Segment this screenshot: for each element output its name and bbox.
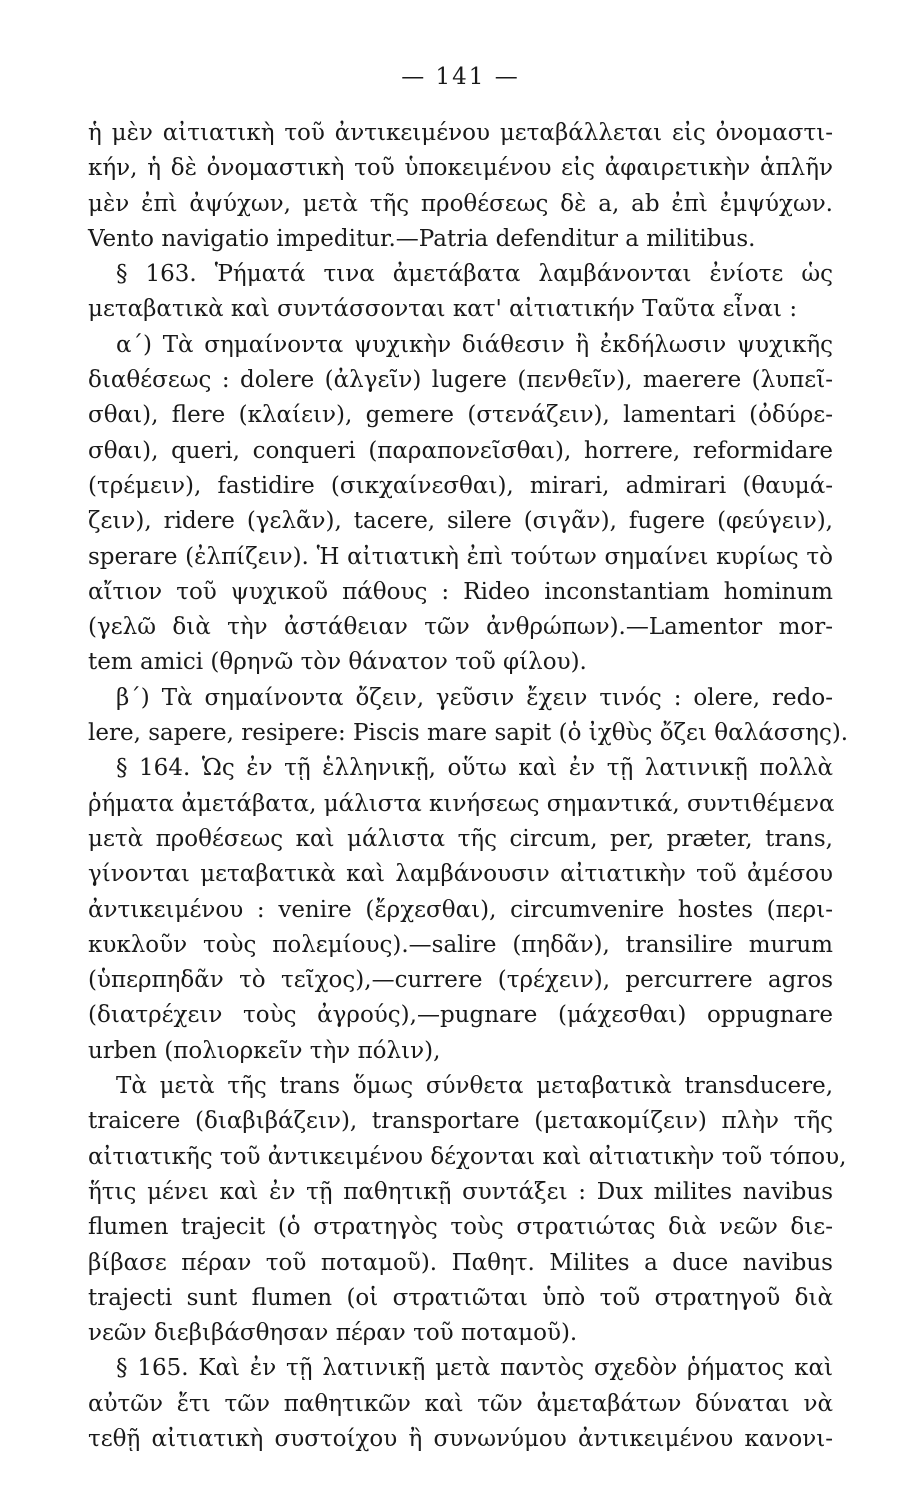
text-line: ζειν), ridere (γελᾶν), tacere, silere (σιγᾶν), fugere (φεύγειν), [88,508,833,535]
text-line: αἴτιον τοῦ ψυχικοῦ πάθους : Rideo inconstantiam hominum [88,578,833,605]
text-line: lere, sapere, resipere: Piscis mare sapit (ὁ ἰχθὺς ὄζει θαλάσσης). [88,720,849,747]
text-line: σθαι), flere (κλαίειν), gemere (στενάζειν), lamentari (ὀδύρε- [88,402,833,429]
text-line: ἥτις μένει καὶ ἐν τῇ παθητικῇ συντάξει : Dux milites navibus [88,1178,833,1205]
text-line: § 163. Ῥήματά τινα ἀμετάβατα λαμβάνονται ἐνίοτε ὡς [116,261,833,288]
text-line: (γελῶ διὰ τὴν ἀστάθειαν τῶν ἀνθρώπων).—Lamentor mor- [88,614,833,641]
text-line: § 164. Ὡς ἐν τῇ ἑλληνικῇ, οὕτω καὶ ἐν τῇ λατινικῇ πολλὰ [116,755,833,782]
text-line: urben (πολιορκεῖν τὴν πόλιν), [88,1037,441,1064]
text-line: α΄) Τὰ σημαίνοντα ψυχικὴν διάθεσιν ἢ ἐκδήλωσιν ψυχικῆς [116,331,833,358]
body-text [88,116,849,1457]
text-line: τεθῇ αἰτιατικὴ συστοίχου ἢ συνωνύμου ἀντικειμένου κανονι- [88,1425,833,1452]
text-line: διαθέσεως : dolere (ἀλγεῖν) lugere (πενθεῖν), maerere (λυπεῖ- [88,367,833,394]
text-line: (ὑπερπηδᾶν τὸ τεῖχος),—currere (τρέχειν), percurrere agros [88,967,833,994]
text-line: β΄) Τὰ σημαίνοντα ὄζειν, γεῦσιν ἔχειν τινός : olere, redo- [116,684,833,711]
text-line: sperare (ἐλπίζειν). Ἡ αἰτιατικὴ ἐπὶ τούτων σημαίνει κυρίως τὸ [88,543,833,570]
text-line: γίνονται μεταβατικὰ καὶ λαμβάνουσιν αἰτιατικὴν τοῦ ἀμέσου [88,861,833,888]
text-line: flumen trajecit (ὁ στρατηγὸς τοὺς στρατιώτας διὰ νεῶν διε- [88,1214,833,1241]
text-line: ἡ μὲν αἰτιατικὴ τοῦ ἀντικειμένου μεταβάλλεται εἰς ὀνομαστι- [88,120,833,146]
text-line: trajecti sunt flumen (οἱ στρατιῶται ὑπὸ τοῦ στρατηγοῦ διὰ [88,1284,833,1311]
text-line: νεῶν διεβιβάσθησαν πέραν τοῦ ποταμοῦ). [88,1320,578,1347]
text-line: ἀντικειμένου : venire (ἔρχεσθαι), circumvenire hostes (περι- [88,896,833,923]
text-line: κήν, ἡ δὲ ὀνομαστικὴ τοῦ ὑποκειμένου εἰς ἀφαιρετικὴν ἁπλῆν [88,155,833,182]
text-line: μετὰ προθέσεως καὶ μάλιστα τῆς circum, per, præter, trans, [88,825,833,852]
text-line: (διατρέχειν τοὺς ἀγρούς),—pugnare (μάχεσθαι) oppugnare [88,1002,833,1029]
text-line: Vento navigatio impeditur.—Patria defenditur a militibus. [88,225,756,252]
text-line: μὲν ἐπὶ ἀψύχων, μετὰ τῆς προθέσεως δὲ a, ab ἐπὶ ἐμψύχων. [88,190,833,217]
text-line: μεταβατικὰ καὶ συντάσσονται κατ' αἰτιατικήν Ταῦτα εἶναι : [88,296,798,323]
text-line: αὐτῶν ἔτι τῶν παθητικῶν καὶ τῶν ἀμεταβάτων δύναται νὰ [88,1390,833,1417]
text-line: (τρέμειν), fastidire (σικχαίνεσθαι), mirari, admirari (θαυμά- [88,472,833,499]
text-line: ῥήματα ἀμετάβατα, μάλιστα κινήσεως σημαντικά, συντιθέμενα [88,790,835,817]
text-line: αἰτιατικῆς τοῦ ἀντικειμένου δέχονται καὶ αἰτιατικὴν τοῦ τόπου, [88,1143,847,1170]
text-line: Τὰ μετὰ τῆς trans ὅμως σύνθετα μεταβατικὰ transducere, [116,1073,833,1100]
text-line: tem amici (θρηνῶ τὸν θάνατον τοῦ φίλου). [88,649,587,676]
text-line: σθαι), queri, conqueri (παραπονεῖσθαι), horrere, reformidare [88,437,833,464]
page-number-header: — 141 — [401,64,520,90]
text-line: κυκλοῦν τοὺς πολεμίους).—salire (πηδᾶν), transilire murum [88,931,833,958]
text-line: § 165. Καὶ ἐν τῇ λατινικῇ μετὰ παντὸς σχεδὸν ῥήματος καὶ [116,1355,833,1382]
text-line: βίβασε πέραν τοῦ ποταμοῦ). Παθητ. Milites a duce navibus [88,1249,833,1276]
text-line: traicere (διαβιβάζειν), transportare (μετακομίζειν) πλὴν τῆς [88,1108,833,1135]
